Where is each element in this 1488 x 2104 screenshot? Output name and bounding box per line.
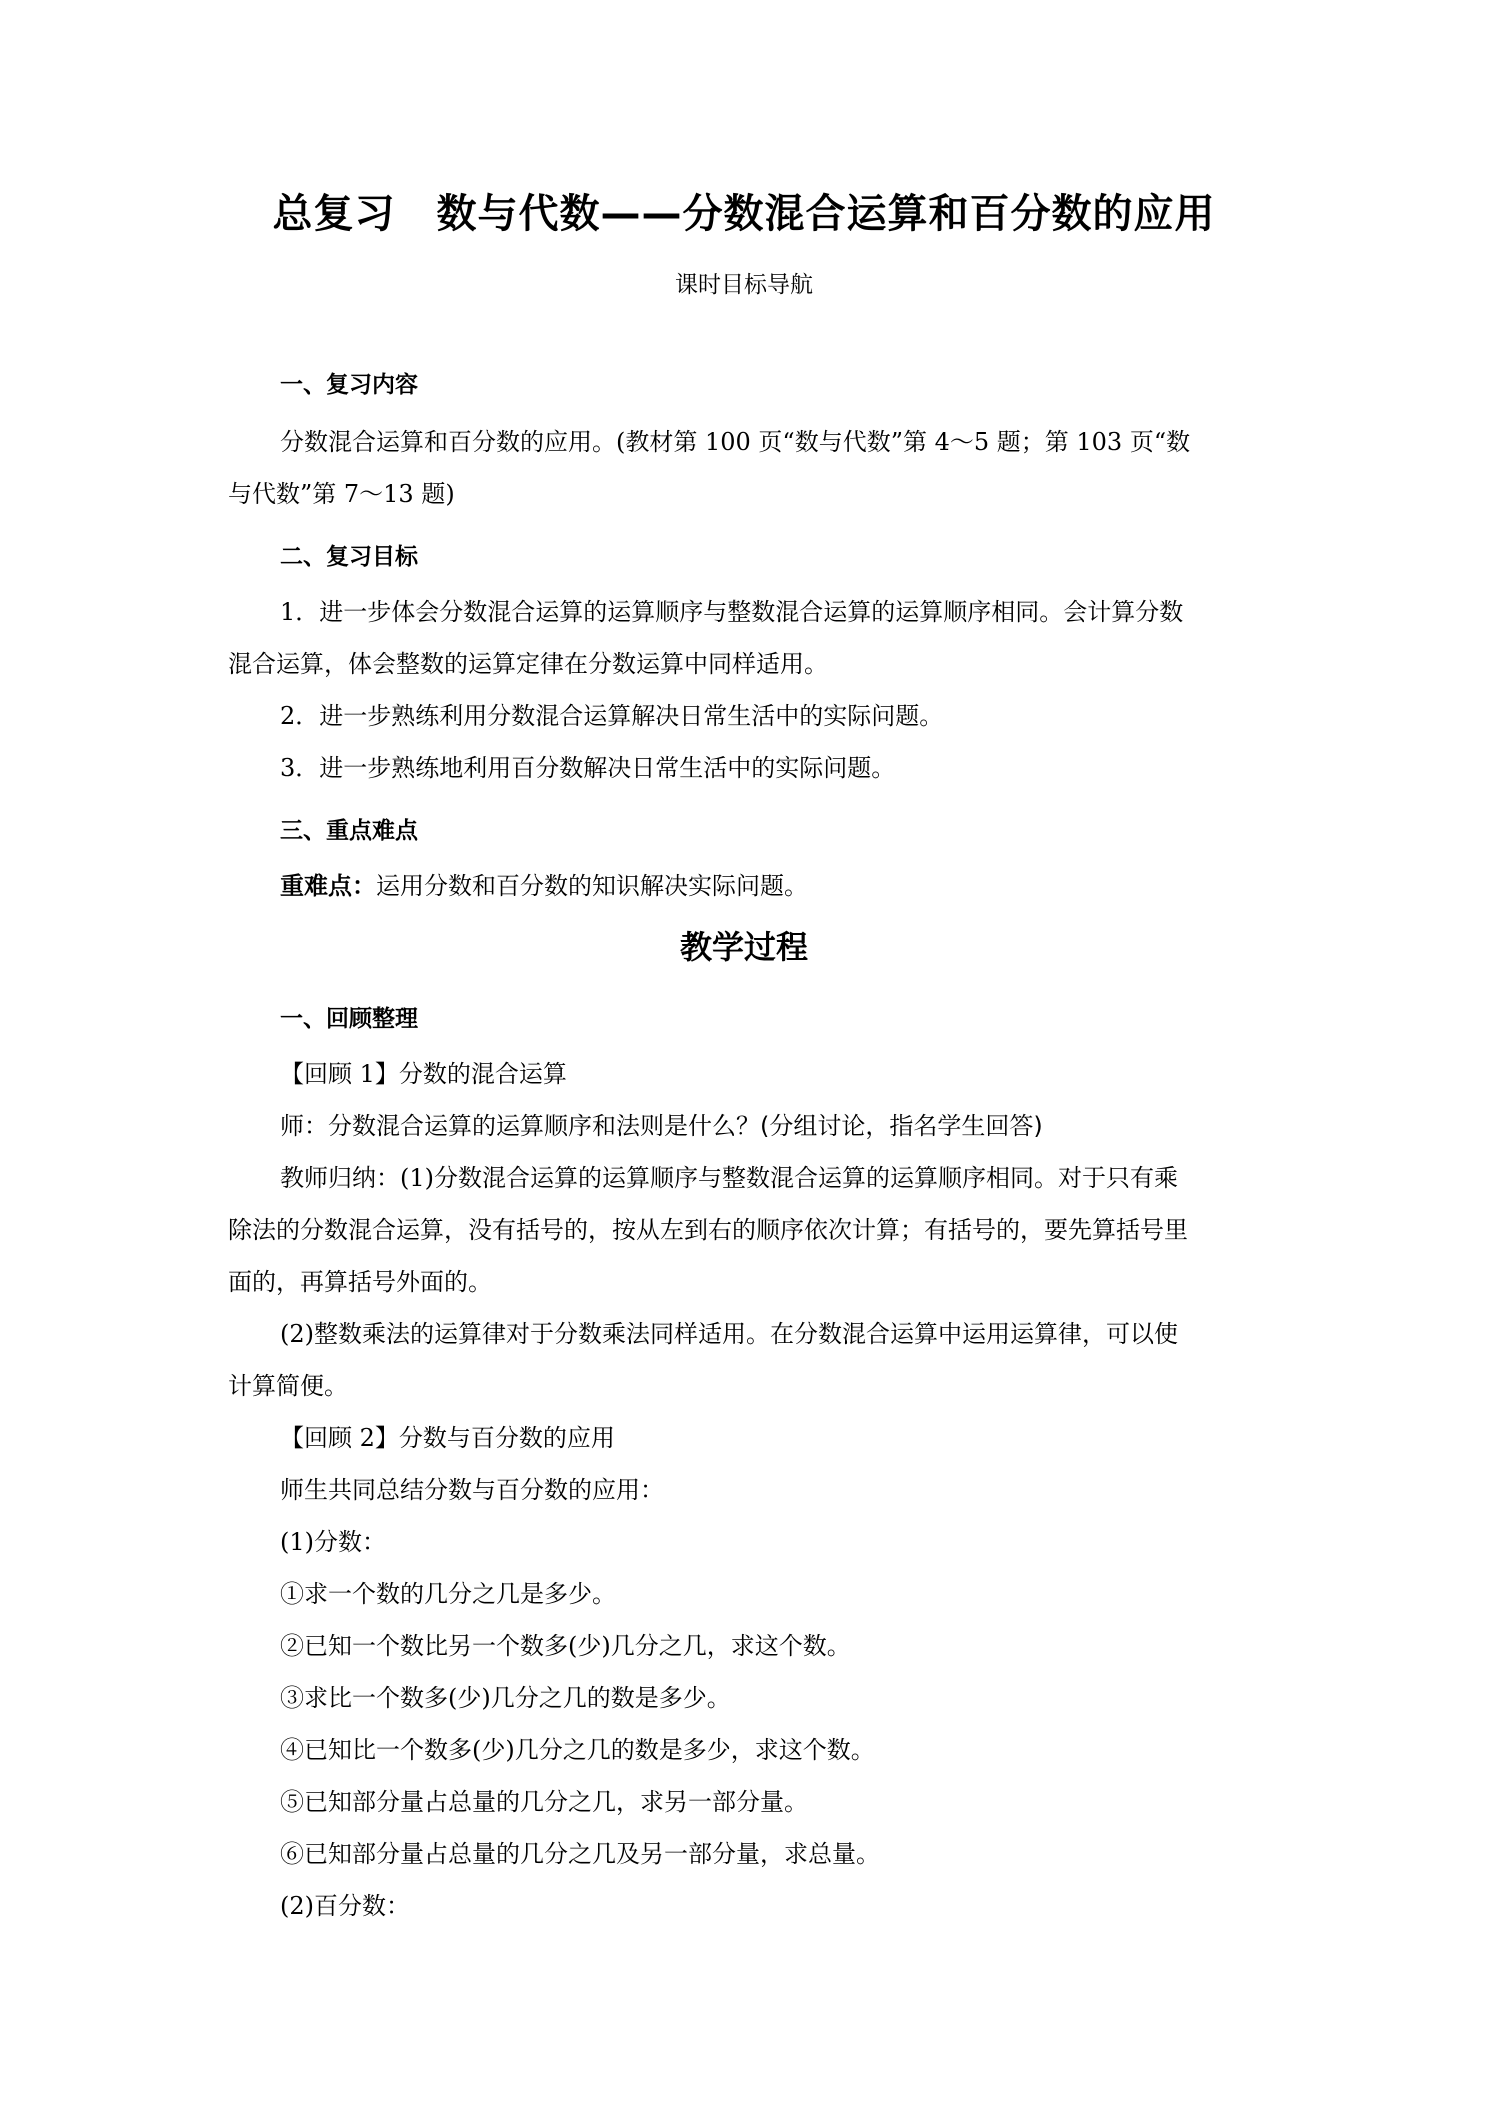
paragraph-line: 分数混合运算和百分数的应用。(教材第 100 页“数与代数”第 4～5 题；第 103 页“数 <box>280 428 1191 456</box>
section-heading-review: 一、回顾整理 <box>280 1006 418 1032</box>
paragraph-line: (2)整数乘法的运算律对于分数乘法同样适用。在分数混合运算中运用运算律，可以使 <box>280 1320 1178 1348</box>
section-heading-review-goals: 二、复习目标 <box>280 544 418 570</box>
review-2-title: 【回顾 2】分数与百分数的应用 <box>280 1424 615 1452</box>
teacher-question-note: (分组讨论，指名学生回答) <box>760 1112 1043 1140</box>
key-points-line <box>280 874 808 898</box>
fraction-heading: (1)分数： <box>280 1528 386 1556</box>
teacher-question-text: 师：分数混合运算的运算顺序和法则是什么？ <box>280 1112 760 1140</box>
goal-item-2: 2．进一步熟练利用分数混合运算解决日常生活中的实际问题。 <box>280 702 944 730</box>
list-item: ③求比一个数多(少)几分之几的数是多少。 <box>280 1684 731 1712</box>
goal-item-1: 1．进一步体会分数混合运算的运算顺序与整数混合运算的运算顺序相同。会计算分数 <box>280 598 1184 626</box>
paragraph-line: 与代数”第 7～13 题) <box>228 480 455 508</box>
page-subtitle: 课时目标导航 <box>675 272 813 298</box>
list-item: ①求一个数的几分之几是多少。 <box>280 1580 616 1608</box>
section-heading-review-content: 一、复习内容 <box>280 372 418 398</box>
list-item: ④已知比一个数多(少)几分之几的数是多少，求这个数。 <box>280 1736 875 1764</box>
paragraph-line: 除法的分数混合运算，没有括号的，按从左到右的顺序依次计算；有括号的，要先算括号里 <box>228 1216 1188 1244</box>
goal-item-3: 3．进一步熟练地利用百分数解决日常生活中的实际问题。 <box>280 754 896 782</box>
key-points-text: 运用分数和百分数的知识解决实际问题。 <box>376 872 808 900</box>
paragraph-line: 面的，再算括号外面的。 <box>228 1268 492 1296</box>
review-1-title: 【回顾 1】分数的混合运算 <box>280 1060 567 1088</box>
teacher-question <box>280 1114 1043 1138</box>
list-item: ⑥已知部分量占总量的几分之几及另一部分量，求总量。 <box>280 1840 880 1868</box>
page-title: 总复习 数与代数——分数混合运算和百分数的应用 <box>272 191 1216 237</box>
list-item: ②已知一个数比另一个数多(少)几分之几，求这个数。 <box>280 1632 851 1660</box>
list-item: ⑤已知部分量占总量的几分之几，求另一部分量。 <box>280 1788 808 1816</box>
paragraph-line: 教师归纳：(1)分数混合运算的运算顺序与整数混合运算的运算顺序相同。对于只有乘 <box>280 1164 1178 1192</box>
process-heading: 教学过程 <box>679 928 808 966</box>
section-heading-key-points: 三、重点难点 <box>280 818 418 844</box>
review-2-intro: 师生共同总结分数与百分数的应用： <box>280 1476 664 1504</box>
goal-item-1-cont: 混合运算，体会整数的运算定律在分数运算中同样适用。 <box>228 650 828 678</box>
key-points-label: 重难点： <box>280 872 376 900</box>
percent-heading: (2)百分数： <box>280 1892 410 1920</box>
paragraph-line: 计算简便。 <box>228 1372 348 1400</box>
